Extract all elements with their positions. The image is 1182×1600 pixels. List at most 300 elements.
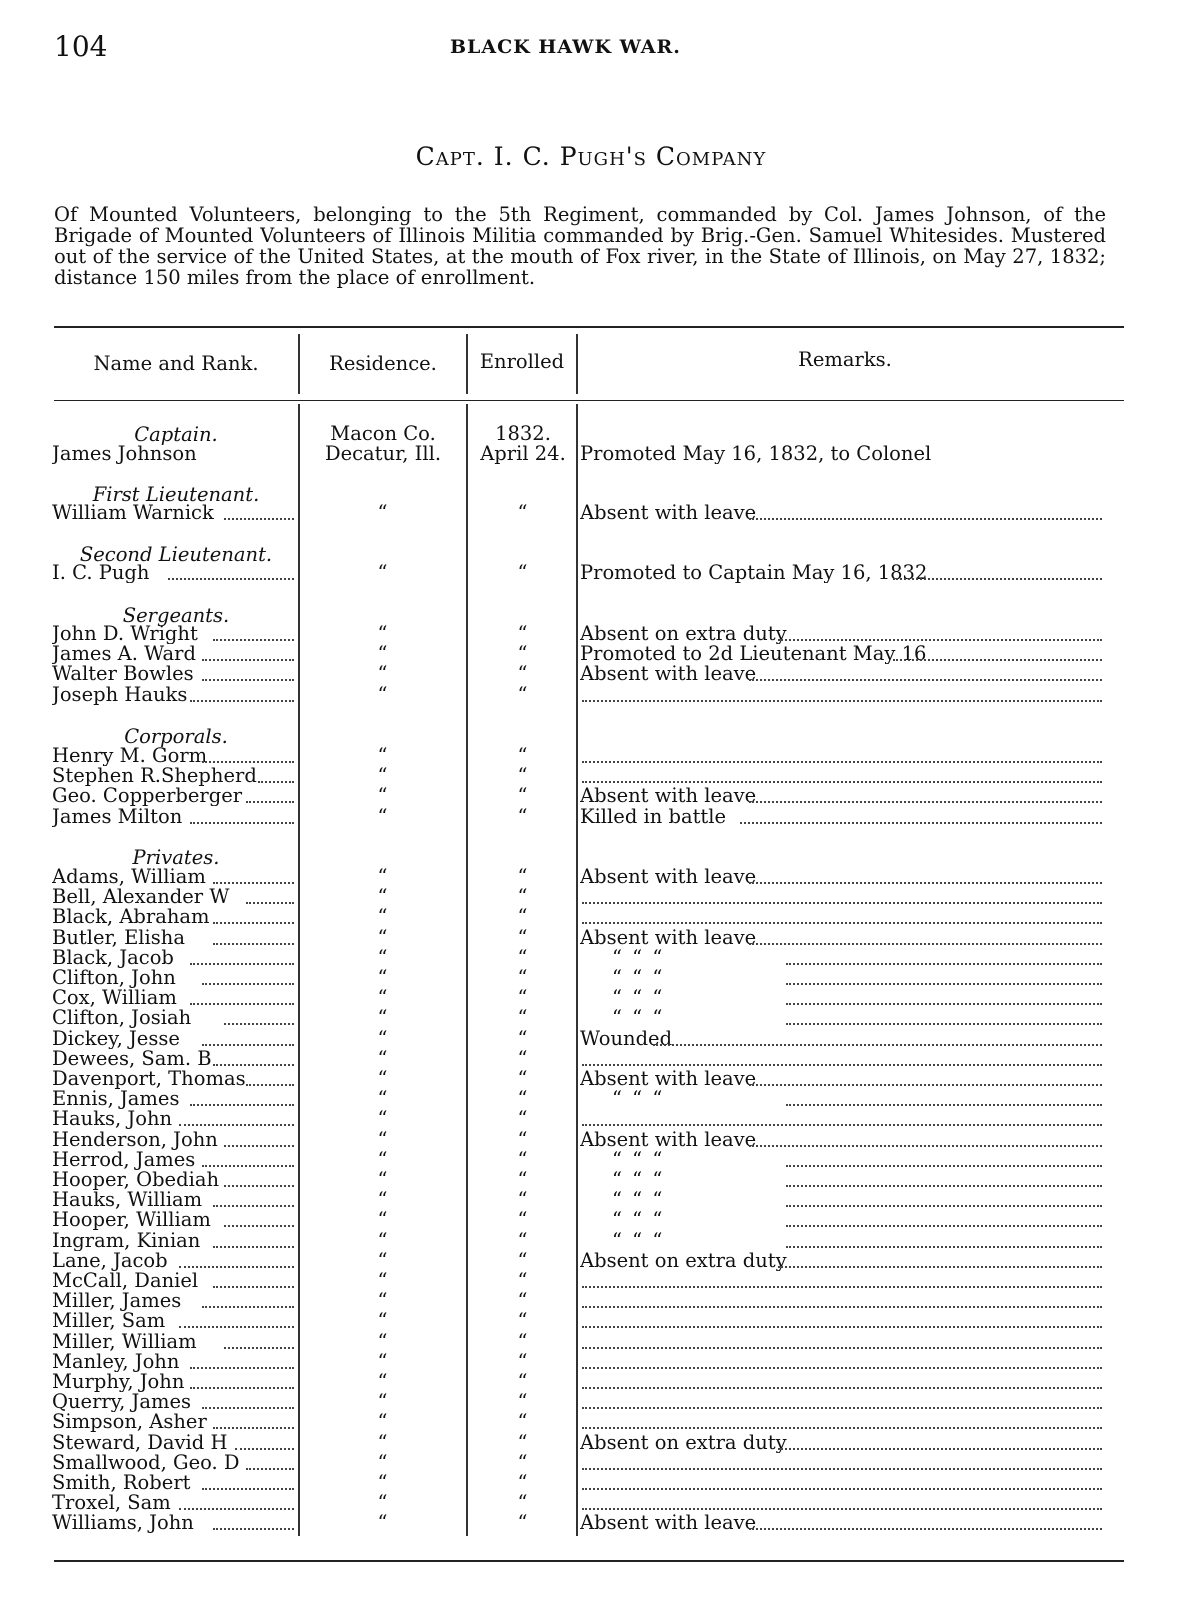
name-leader — [213, 1064, 294, 1066]
enrolled-ditto: “ — [517, 1209, 529, 1231]
remark-leader — [778, 639, 1102, 641]
remark: Absent with leave — [580, 1512, 757, 1534]
member-name: Butler, Elisha — [52, 926, 185, 948]
remark: Promoted to Captain May 16, 1832 — [580, 562, 928, 583]
remark: “ “ “ — [612, 1169, 665, 1190]
residence-ditto: “ — [377, 987, 389, 1009]
name-leader — [190, 1104, 294, 1106]
member-name: Henry M. Gorm — [52, 745, 208, 766]
member-name: Hooper, Obediah — [52, 1169, 219, 1190]
roster-row — [0, 1310, 1182, 1331]
name-leader — [202, 679, 294, 681]
remark: “ “ “ — [612, 1007, 665, 1029]
enrolled-ditto: “ — [517, 1169, 529, 1190]
enrolled-ditto: “ — [517, 926, 529, 948]
member-name: Ingram, Kinian — [52, 1229, 201, 1251]
residence-ditto: “ — [377, 1330, 389, 1352]
remark-leader — [582, 1064, 1102, 1066]
member-name: Smith, Robert — [52, 1472, 191, 1493]
remark-leader — [749, 679, 1102, 681]
roster-row — [0, 785, 1182, 806]
residence-ditto: “ — [377, 1169, 389, 1190]
enrolled-ditto: “ — [517, 1108, 529, 1130]
name-leader — [213, 639, 294, 641]
roster-row — [0, 643, 1182, 664]
residence-ditto: “ — [377, 1007, 389, 1029]
enrolled-ditto: “ — [517, 1492, 529, 1514]
remark: Absent with leave — [580, 926, 757, 948]
name-leader — [190, 822, 294, 824]
member-name: Davenport, Thomas — [52, 1068, 246, 1089]
residence-ditto: “ — [377, 1047, 389, 1069]
enrolled-ditto: “ — [517, 765, 529, 787]
roster-row — [0, 623, 1182, 644]
remark-leader — [749, 1528, 1102, 1530]
member-name: Hauks, John — [52, 1108, 173, 1130]
member-name: Clifton, John — [52, 967, 176, 988]
name-leader — [213, 1286, 294, 1288]
member-name: James A. Ward — [52, 643, 196, 665]
member-name: Walter Bowles — [52, 663, 194, 685]
member-name: Williams, John — [52, 1512, 194, 1534]
roster-row — [0, 1088, 1182, 1109]
residence-ditto: “ — [377, 1431, 389, 1453]
name-leader — [224, 1347, 294, 1349]
name-leader — [224, 1145, 294, 1147]
remark-leader — [786, 983, 1102, 985]
enrolled-ditto: “ — [517, 1027, 529, 1049]
member-name: Herrod, James — [52, 1148, 196, 1170]
roster-row — [0, 1028, 1182, 1049]
residence-ditto: “ — [377, 926, 389, 948]
member-name: Troxel, Sam — [52, 1492, 171, 1514]
remark: Absent with leave — [580, 1068, 757, 1089]
remark: “ “ “ — [612, 946, 665, 968]
residence-ditto: “ — [377, 1411, 389, 1433]
roster-row — [0, 684, 1182, 705]
member-name: Stephen R.Shepherd — [52, 765, 257, 787]
roster-row — [0, 423, 1182, 444]
enrolled-ditto: “ — [517, 1249, 529, 1271]
enrolled-ditto: “ — [517, 1007, 529, 1029]
company-title: Capt. I. C. Pugh's Company — [415, 142, 767, 171]
residence-ditto: “ — [377, 1310, 389, 1332]
enrolled-ditto: “ — [517, 1047, 529, 1069]
remark: Promoted to 2d Lieutenant May 16 — [580, 643, 927, 665]
remark: Absent on extra duty — [580, 1249, 787, 1271]
residence-ditto: “ — [377, 1451, 389, 1473]
roster-row — [0, 906, 1182, 927]
remark-leader — [582, 1488, 1102, 1490]
name-leader — [235, 1448, 294, 1450]
column-header-residence: Residence. — [329, 352, 437, 375]
remark-leader — [582, 1347, 1102, 1349]
residence-ditto: “ — [377, 1027, 389, 1049]
enrolled-ditto: “ — [517, 1148, 529, 1170]
rank-label-sergeants: Sergeants. — [122, 604, 230, 627]
remark: Absent with leave — [580, 502, 757, 523]
residence-line-2: Decatur, Ill. — [324, 443, 442, 464]
roster-row — [0, 1351, 1182, 1372]
residence-ditto: “ — [377, 623, 389, 644]
roster-row — [0, 967, 1182, 988]
name-leader — [202, 761, 294, 763]
name-leader — [179, 1266, 294, 1268]
member-name: Clifton, Josiah — [52, 1007, 192, 1029]
member-name: Smallwood, Geo. D — [52, 1451, 240, 1473]
enrolled-ditto: “ — [517, 967, 529, 988]
roster-row — [0, 1512, 1182, 1533]
member-name: Steward, David H — [52, 1431, 228, 1453]
name-leader — [179, 1508, 294, 1510]
roster-row — [0, 866, 1182, 887]
name-leader — [213, 1528, 294, 1530]
enrolled-ditto: “ — [517, 745, 529, 766]
member-name: Miller, Sam — [52, 1310, 166, 1332]
remark-leader — [778, 1448, 1102, 1450]
enrolled-ditto: “ — [517, 1371, 529, 1392]
remark: Absent with leave — [580, 866, 757, 887]
remark-leader — [786, 1104, 1102, 1106]
enrolled-ditto: “ — [517, 1270, 529, 1291]
roster-row — [0, 443, 1182, 464]
member-name: Joseph Hauks — [52, 683, 188, 705]
residence-ditto: “ — [377, 1371, 389, 1392]
enrolled-year: 1832. — [495, 423, 551, 444]
enrolled-ditto: “ — [517, 1189, 529, 1211]
name-leader — [258, 781, 294, 783]
enrolled-ditto: “ — [517, 805, 529, 827]
remark-leader — [786, 1023, 1102, 1025]
remark-leader — [582, 1427, 1102, 1429]
remark-leader — [582, 1306, 1102, 1308]
roster-row — [0, 1230, 1182, 1251]
member-name: James Milton — [52, 805, 183, 827]
roster-row — [0, 765, 1182, 786]
running-title: BLACK HAWK WAR. — [450, 36, 681, 58]
residence-line-1: Macon Co. — [330, 423, 436, 444]
enrolled-ditto: “ — [517, 1290, 529, 1312]
roster-row — [0, 886, 1182, 907]
member-name: Dewees, Sam. B — [52, 1047, 212, 1069]
table-bottom-rule — [54, 1560, 1124, 1562]
enrolled-ditto: “ — [517, 1451, 529, 1473]
remark: “ “ “ — [612, 1229, 665, 1251]
residence-ditto: “ — [377, 562, 389, 583]
residence-ditto: “ — [377, 906, 389, 928]
roster-row — [0, 1129, 1182, 1150]
roster-row — [0, 1149, 1182, 1170]
enrolled-ditto: “ — [517, 886, 529, 908]
name-leader — [202, 1044, 294, 1046]
roster-row — [0, 927, 1182, 948]
roster-row — [0, 1209, 1182, 1230]
remark: “ “ “ — [612, 1189, 665, 1211]
roster-row — [0, 663, 1182, 684]
name-leader — [202, 659, 294, 661]
remark: “ “ “ — [612, 967, 665, 988]
name-leader — [168, 578, 294, 580]
remark-leader — [582, 1367, 1102, 1369]
enrolled-ditto: “ — [517, 946, 529, 968]
member-name: Hooper, William — [52, 1209, 211, 1231]
remark: “ “ “ — [612, 1088, 665, 1110]
remark: Absent on extra duty — [580, 1431, 787, 1453]
residence-ditto: “ — [377, 1088, 389, 1110]
residence-ditto: “ — [377, 1270, 389, 1291]
member-name: Dickey, Jesse — [52, 1027, 180, 1049]
roster-row — [0, 1331, 1182, 1352]
remark-leader — [893, 578, 1102, 580]
remark-leader — [582, 1407, 1102, 1409]
remark-leader — [740, 822, 1102, 824]
residence-ditto: “ — [377, 785, 389, 807]
roster-row — [0, 806, 1182, 827]
remark: “ “ “ — [612, 1209, 665, 1231]
remark-leader — [582, 1468, 1102, 1470]
remark: Promoted May 16, 1832, to Colonel — [580, 443, 932, 464]
enrolled-date: April 24. — [480, 443, 566, 464]
remark-leader — [749, 518, 1102, 520]
residence-ditto: “ — [377, 502, 389, 523]
residence-ditto: “ — [377, 1068, 389, 1089]
name-leader — [213, 1246, 294, 1248]
enrolled-ditto: “ — [517, 663, 529, 685]
name-leader — [190, 1387, 294, 1389]
name-leader — [213, 882, 294, 884]
member-name: Miller, James — [52, 1290, 182, 1312]
name-leader — [202, 1306, 294, 1308]
remark-leader — [786, 963, 1102, 965]
roster-row — [0, 1007, 1182, 1028]
member-name: Querry, James — [52, 1391, 192, 1413]
enrolled-ditto: “ — [517, 1088, 529, 1110]
name-leader — [246, 801, 294, 803]
residence-ditto: “ — [377, 866, 389, 887]
member-name: Simpson, Asher — [52, 1411, 207, 1433]
enrolled-ditto: “ — [517, 1431, 529, 1453]
roster-row — [0, 745, 1182, 766]
enrolled-ditto: “ — [517, 502, 529, 523]
name-leader — [246, 1468, 294, 1470]
roster-row — [0, 1250, 1182, 1271]
name-leader — [190, 963, 294, 965]
residence-ditto: “ — [377, 1148, 389, 1170]
name-leader — [246, 1084, 294, 1086]
residence-ditto: “ — [377, 765, 389, 787]
member-name: Adams, William — [52, 866, 206, 887]
residence-ditto: “ — [377, 1128, 389, 1150]
rank-label-corporals: Corporals. — [124, 725, 228, 748]
name-leader — [190, 700, 294, 702]
roster-row — [0, 1432, 1182, 1453]
residence-ditto: “ — [377, 745, 389, 766]
enrolled-ditto: “ — [517, 1472, 529, 1493]
roster-row — [0, 1290, 1182, 1311]
residence-ditto: “ — [377, 1512, 389, 1534]
rank-label-privates: Privates. — [132, 846, 220, 869]
residence-ditto: “ — [377, 967, 389, 988]
name-leader — [190, 1003, 294, 1005]
member-name: Manley, John — [52, 1350, 180, 1372]
remark-leader — [653, 1044, 1102, 1046]
roster-row — [0, 1270, 1182, 1291]
remark: “ “ “ — [612, 1148, 665, 1170]
member-name: William Warnick — [52, 502, 214, 523]
name-leader — [202, 1165, 294, 1167]
roster-row — [0, 1189, 1182, 1210]
remark-leader — [582, 1286, 1102, 1288]
remark: Killed in battle — [580, 805, 727, 827]
residence-ditto: “ — [377, 1108, 389, 1130]
rank-label-second-lieutenant: Second Lieutenant. — [79, 543, 273, 566]
remark: Absent with leave — [580, 785, 757, 807]
remark-leader — [749, 882, 1102, 884]
residence-ditto: “ — [377, 886, 389, 908]
roster-row — [0, 1492, 1182, 1513]
roster-row — [0, 1371, 1182, 1392]
residence-ditto: “ — [377, 805, 389, 827]
residence-ditto: “ — [377, 1189, 389, 1211]
name-leader — [179, 1326, 294, 1328]
residence-ditto: “ — [377, 1229, 389, 1251]
roster-row — [0, 1048, 1182, 1069]
residence-ditto: “ — [377, 663, 389, 685]
enrolled-ditto: “ — [517, 683, 529, 705]
roster-row — [0, 1472, 1182, 1493]
enrolled-ditto: “ — [517, 1128, 529, 1150]
remark-leader — [749, 1145, 1102, 1147]
member-name: Murphy, John — [52, 1371, 185, 1392]
member-name: Black, Jacob — [52, 946, 174, 968]
enrolled-ditto: “ — [517, 906, 529, 928]
remark-leader — [582, 902, 1102, 904]
roster-row — [0, 1169, 1182, 1190]
remark-leader — [786, 1165, 1102, 1167]
remark-leader — [778, 1266, 1102, 1268]
residence-ditto: “ — [377, 1249, 389, 1271]
name-leader — [202, 1407, 294, 1409]
remark-leader — [786, 1185, 1102, 1187]
member-name: Ennis, James — [52, 1088, 180, 1110]
member-name: Black, Abraham — [52, 906, 210, 928]
roster-row — [0, 947, 1182, 968]
residence-ditto: “ — [377, 1290, 389, 1312]
remark-leader — [893, 659, 1102, 661]
name-leader — [224, 518, 294, 520]
roster-row — [0, 502, 1182, 523]
residence-ditto: “ — [377, 1209, 389, 1231]
running-head — [54, 30, 1112, 66]
enrolled-ditto: “ — [517, 643, 529, 665]
column-header-enrolled: Enrolled — [479, 350, 565, 373]
roster-row — [0, 562, 1182, 583]
remark-leader — [786, 1246, 1102, 1248]
enrolled-ditto: “ — [517, 1330, 529, 1352]
name-leader — [224, 1185, 294, 1187]
remark-leader — [582, 1326, 1102, 1328]
name-leader — [213, 943, 294, 945]
table-top-rule — [54, 326, 1124, 328]
remark-leader — [582, 1387, 1102, 1389]
remark: Wounded — [580, 1027, 673, 1049]
remark-leader — [582, 1124, 1102, 1126]
enrolled-ditto: “ — [517, 785, 529, 807]
remark: “ “ “ — [612, 987, 665, 1009]
residence-ditto: “ — [377, 643, 389, 665]
remark-leader — [786, 1003, 1102, 1005]
name-leader — [202, 1488, 294, 1490]
residence-ditto: “ — [377, 1391, 389, 1413]
enrolled-ditto: “ — [517, 866, 529, 887]
name-leader — [246, 902, 294, 904]
roster-row — [0, 1411, 1182, 1432]
enrolled-ditto: “ — [517, 1350, 529, 1372]
member-name: Hauks, William — [52, 1189, 203, 1211]
rank-label-first-lieutenant: First Lieutenant. — [92, 483, 260, 506]
member-name: Henderson, John — [52, 1128, 218, 1150]
member-name: I. C. Pugh — [52, 562, 150, 583]
enrolled-ditto: “ — [517, 562, 529, 583]
member-name: Bell, Alexander W — [52, 886, 230, 908]
remark-leader — [582, 781, 1102, 783]
roster-row — [0, 1108, 1182, 1129]
residence-ditto: “ — [377, 946, 389, 968]
residence-ditto: “ — [377, 1350, 389, 1372]
remark-leader — [749, 801, 1102, 803]
remark-leader — [582, 700, 1102, 702]
page-number: 104 — [54, 30, 108, 63]
remark: Absent with leave — [580, 663, 757, 685]
enrolled-ditto: “ — [517, 1391, 529, 1413]
enrolled-ditto: “ — [517, 1229, 529, 1251]
name-leader — [202, 983, 294, 985]
member-name: McCall, Daniel — [52, 1270, 199, 1291]
header-bottom-rule — [54, 400, 1124, 401]
roster-row — [0, 1068, 1182, 1089]
column-header-remarks: Remarks. — [798, 348, 892, 371]
member-name: Geo. Copperberger — [52, 785, 243, 807]
remark-leader — [749, 943, 1102, 945]
remark-leader — [582, 761, 1102, 763]
member-name: James Johnson — [52, 443, 197, 464]
enrolled-ditto: “ — [517, 623, 529, 644]
member-name: John D. Wright — [52, 623, 198, 644]
remark-leader — [786, 1225, 1102, 1227]
name-leader — [213, 1427, 294, 1429]
residence-ditto: “ — [377, 1492, 389, 1514]
residence-ditto: “ — [377, 683, 389, 705]
enrolled-ditto: “ — [517, 987, 529, 1009]
enrolled-ditto: “ — [517, 1068, 529, 1089]
name-leader — [213, 1205, 294, 1207]
residence-ditto: “ — [377, 1472, 389, 1493]
name-leader — [213, 922, 294, 924]
remark-leader — [786, 1205, 1102, 1207]
member-name: Lane, Jacob — [52, 1249, 168, 1271]
column-header-name: Name and Rank. — [93, 352, 259, 375]
member-name: Miller, William — [52, 1330, 197, 1352]
member-name: Cox, William — [52, 987, 177, 1009]
roster-row — [0, 1391, 1182, 1412]
remark-leader — [582, 1508, 1102, 1510]
remark: Absent with leave — [580, 1128, 757, 1150]
remark-leader — [582, 922, 1102, 924]
name-leader — [179, 1124, 294, 1126]
enrolled-ditto: “ — [517, 1411, 529, 1433]
enrolled-ditto: “ — [517, 1310, 529, 1332]
name-leader — [224, 1023, 294, 1025]
